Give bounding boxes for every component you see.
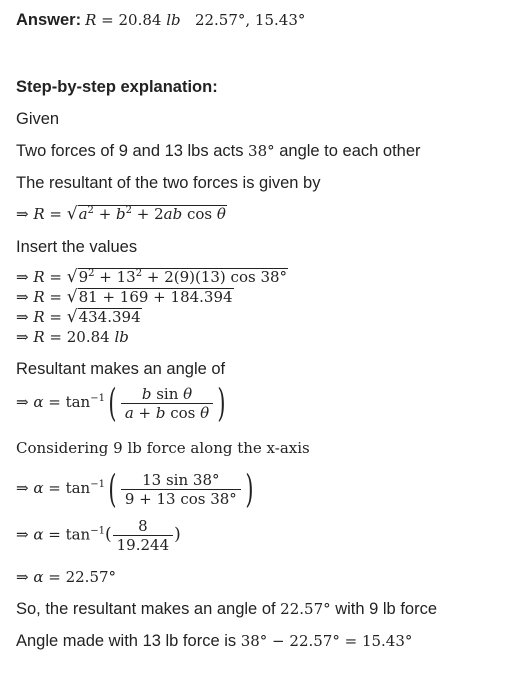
alpha-values: ⇒ $\alpha = \tan^{-1}$( $\frac{13 \sin 38^\circ}{9 + 13 \cos 38^\circ}$ ) [16, 467, 254, 511]
step-1: ⇒ $R = √9^2 + 13^2 + 2(9)(13)$ cos 38° [16, 267, 288, 287]
problem-statement: Two forces of 9 and 13 lbs acts 38° angle to each other [16, 142, 421, 160]
step-3: ⇒ R = √434.394 [16, 307, 141, 327]
explanation-heading: Step-by-step explanation: [16, 78, 218, 96]
alpha-formula: ⇒ $\alpha = \tan^{-1}$( $\frac{\text{b sin θ}}{\text{a + b cos θ}}$ ) [16, 381, 226, 425]
answer-line [16, 11, 305, 30]
resultant-text: The resultant of the two forces is given by [16, 174, 321, 192]
conclusion-text: So, the resultant makes an angle of 22.57° with 9 lb force [16, 600, 438, 618]
step-2: ⇒ R = √81 + 169 + 184.394 [16, 287, 233, 307]
alpha-result: ⇒ α = 22.57° [16, 568, 117, 586]
final-angle-text: Angle made with 13 lb force is 38° − 22.57° = 15.43° [16, 632, 413, 650]
step-4: ⇒ R = 20.84 lb [16, 328, 129, 346]
answer-label: Answer: [16, 11, 82, 29]
considering-text: Considering 9 lb force along the x-axis [16, 439, 310, 457]
answer-value: R = 20.84 lb 22.57°, 15.43° [85, 11, 306, 29]
resultant-formula: ⇒ $R = √a^2 + b^2 + 2ab$ cos θ [16, 204, 226, 224]
insert-values-text: Insert the values [16, 238, 138, 256]
given-label: Given [16, 110, 60, 128]
angle-text: Resultant makes an angle of [16, 360, 226, 378]
alpha-simplified: ⇒ $\alpha = \tan^{-1}$( $\frac{8}{19.244}$ ) [16, 517, 181, 554]
